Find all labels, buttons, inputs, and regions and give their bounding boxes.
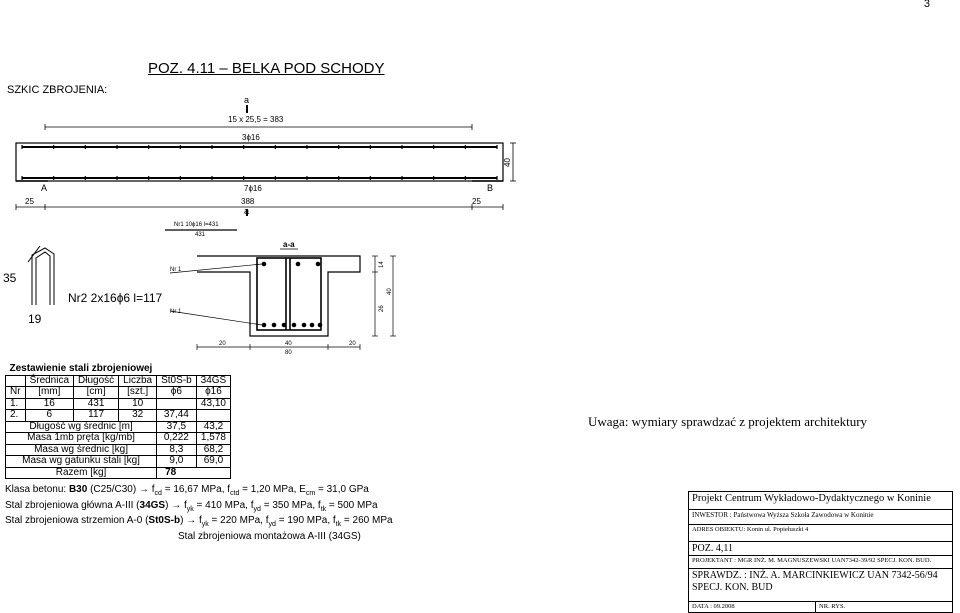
cell: 6 [25,410,73,422]
section-mark-top: a [244,95,250,105]
sec-w-80: 80 [285,350,292,356]
cell: 32 [119,410,157,422]
th1-3: Liczba [119,375,157,387]
summary-v2: 69,0 [196,456,231,468]
summary-v2: 1,578 [196,433,231,445]
th1-1: Średnica [25,375,73,387]
sec-w-20b: 20 [349,341,356,347]
spec-stirrup-steel: Stal zbrojeniowa strzemion A-0 $(St0S-b) \to f_{yk} = 220$ MPa, $f_{yd} = 190$ MPa, $f_{tk} = 260$ MPa [5,515,393,528]
summary-label: Masa 1mb pręta [kg/mb] [6,433,157,445]
steel-table-caption: Zestawienie stali zbrojeniowej [9,363,153,374]
summary-row [6,456,231,468]
cell: 10 [119,398,157,410]
cell: 37,44 [157,410,197,422]
summary-label: Masa wg gatunku stali [kg] [6,456,157,468]
summary-v2: 43,2 [196,421,231,433]
stirrup-marks [22,145,497,180]
tb-designer: PROJEKTANT : MGR INŻ. M. MAGNUSZEWSKI UAN7342-39/92 SPECJ. KON. BUD. [689,556,953,569]
total-row [6,467,231,479]
sec-dim-40: 40 [387,288,393,295]
bar-top-label: 3ϕ16 [242,133,260,142]
sec-dim-26: 26 [379,305,385,312]
section-mark-bottom: a [244,206,250,216]
nr1-bottom: Nr 1 [170,309,182,315]
bar-bottom-label: 7ϕ16 [244,184,262,193]
tb-project: Projekt Centrum Wykładowo-Dydaktycznego w Koninie [689,492,953,510]
steel-table [5,364,231,479]
beam-outline [16,143,503,181]
dim-spacing: 15 x 25,5 = 383 [228,115,284,124]
sec-dim-14: 14 [379,261,385,268]
tb-date: DATA : 09.2008 [689,602,816,613]
total-value: 78 [157,467,231,479]
dim-span: 388 [241,197,255,206]
support-a: A [41,183,48,193]
dim-height: 40 [503,158,512,167]
stirrup-label: Nr2 2x16ϕ6 l=117 [68,291,163,305]
summary-label: Masa wg średnic [kg] [6,444,157,456]
cell: 117 [74,410,119,422]
bar-nr1-label: Nr1 10ϕ16 l=431 [174,222,219,228]
cell: 16 [25,398,73,410]
page-title: POZ. 4.11 – BELKA POD SCHODY [148,60,385,77]
th1-5: 34GS [196,375,231,387]
sketch-label: SZKIC ZBROJENIA: [7,84,108,96]
summary-v1: 37,5 [157,421,197,433]
th2-3: [szt.] [119,387,157,399]
th1-0 [6,375,26,387]
table-row [6,410,231,422]
th2-1: [mm] [25,387,73,399]
summary-v1: 0,222 [157,433,197,445]
title-block [688,491,953,613]
spec-main-steel: Stal zbrojeniowa główna A-III $(34GS) \to f_{yk} = 410$ MPa, $f_{yd} = 350$ MPa, $f_{tk} = 500$ MPa [5,499,378,513]
summary-row [6,433,231,445]
table-row [6,398,231,410]
tb-position: POZ. 4,11 [689,542,953,556]
cell: 2. [6,410,26,422]
material-specs [5,484,393,542]
th1-4: St0S-b [157,375,197,387]
spec-concrete: Klasa betonu: B30 $(C25/C30) \to f_{cd} = 16,67$ MPa, $f_{ctd} = 1,20$ MPa, $E_{cm} = 31,0$ GPa [5,484,369,497]
summary-row [6,421,231,433]
cell: 1. [6,398,26,410]
spec-assembly-steel: Stal zbrojeniowa montażowa A-III (34GS) [178,530,361,542]
section-title: a-a [283,240,295,249]
stirrup-sketch [28,246,54,305]
arrow-icon: → [138,484,149,495]
bar-nr1-length: 431 [195,232,206,238]
architecture-note: Uwaga: wymiary sprawdzać z projektem architektury [588,414,868,429]
sec-w-40: 40 [285,341,292,347]
cell: 431 [74,398,119,410]
total-label: Razem [kg] [6,467,157,479]
stirrup-dim-b: 19 [28,312,42,326]
summary-label: Długość wg średnic [m] [6,421,157,433]
cell [196,410,231,422]
tb-address: ADRES OBIEKTU: Konin ul. Popiełuszki 4 [689,525,953,542]
page-number: 3 [923,0,930,10]
cell [157,398,197,410]
tb-sheet: NR. RYS. [816,602,953,613]
nr1-top: Nr 1 [170,267,182,273]
sec-w-20a: 20 [219,341,226,347]
arrow-icon: → [171,499,182,511]
tb-investor: INWESTOR : Państwowa Wyższa Szkoła Zawodowa w Koninie [689,510,953,525]
dim-right: 25 [472,197,481,206]
summary-v2: 68,2 [196,444,231,456]
support-b: B [487,183,494,193]
cell: 43,10 [196,398,231,410]
th2-2: [cm] [74,387,119,399]
tb-checker: SPRAWDZ. : INŻ. A. MARCINKIEWICZ UAN 7342-56/94 SPECJ. KON. BUD [689,569,953,602]
th2-0: Nr [6,387,26,399]
summary-v1: 9,0 [157,456,197,468]
dim-left: 25 [25,197,34,206]
summary-row [6,444,231,456]
summary-v1: 8,3 [157,444,197,456]
th1-2: Długość [74,375,119,387]
th2-4: ϕ6 [157,387,197,399]
arrow-icon: → [186,515,197,526]
stirrup-dim-a: 35 [3,271,17,285]
th2-5: ϕ16 [196,387,231,399]
